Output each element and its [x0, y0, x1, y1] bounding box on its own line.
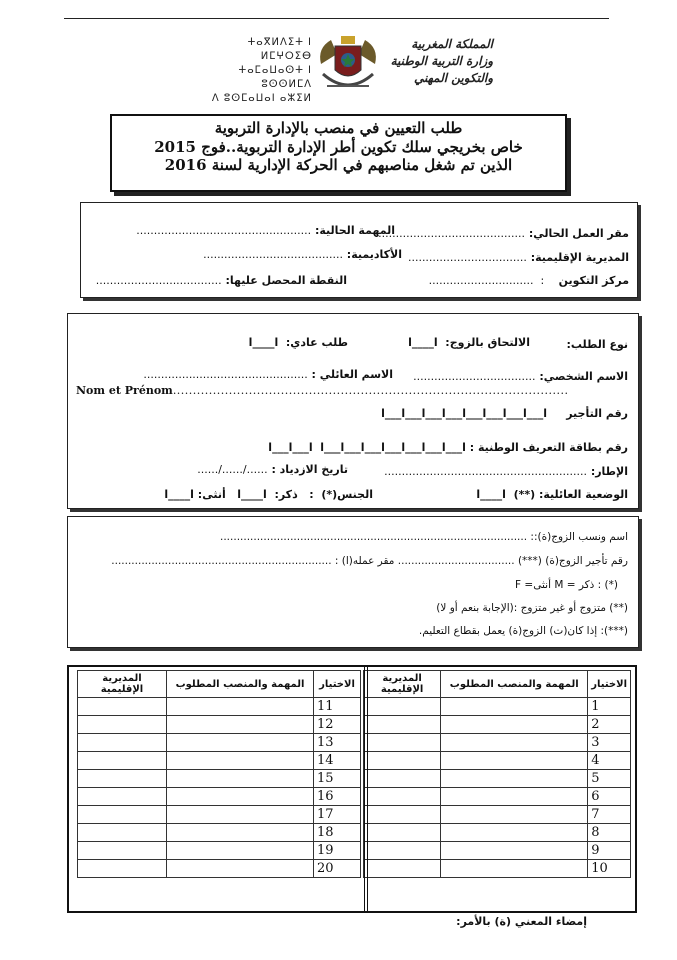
table-row — [364, 770, 631, 788]
choices-table — [67, 665, 637, 913]
ministry-header — [200, 36, 500, 106]
marital-note: (**) متزوج أو غير متزوج :(الإجابة بنعم أو لا) — [436, 602, 628, 614]
choice-number: 14 — [314, 752, 361, 770]
choice-number: 17 — [314, 806, 361, 824]
table-row — [364, 752, 631, 770]
arabic-line: المملكة المغربية — [411, 37, 493, 51]
tifinagh-line: ⵜⴰⴳⵍⴷⵉⵜ ⵏ ⵍⵎⵖⵔⵉⴱ — [247, 37, 312, 62]
family-status-label: الوضعية العائلية: (**) — [513, 488, 628, 501]
title-line-2: خاص بخريجي سلك تكوين أطر الإدارة التربوية..فوج 2015 — [154, 137, 523, 156]
choice-number: 13 — [314, 734, 361, 752]
task-cell[interactable] — [441, 824, 588, 842]
payroll-label: رقم التأجير — [566, 407, 628, 420]
male-checkbox[interactable]: ا____ا — [229, 488, 271, 501]
choices-table-right — [363, 670, 631, 878]
title-line-3: الذين تم شغل مناصبهم في الحركة الإدارية لسنة 2016 — [164, 156, 513, 174]
directorate-cell[interactable] — [364, 842, 441, 860]
work-place-field[interactable]: ........................................... — [374, 227, 525, 240]
task-cell[interactable] — [441, 860, 588, 878]
directorate-cell[interactable] — [78, 698, 167, 716]
directorate-cell[interactable] — [364, 806, 441, 824]
choice-number: 5 — [588, 770, 631, 788]
cin-label: رقم بطاقة التعريف الوطنية : — [469, 441, 628, 454]
task-cell[interactable] — [167, 716, 314, 734]
choice-number: 2 — [588, 716, 631, 734]
spouse-work-place-field[interactable]: .................................................................. — [111, 555, 332, 567]
choice-number: 8 — [588, 824, 631, 842]
family-name-label: الاسم العائلي : — [311, 368, 393, 381]
directorate-cell[interactable] — [78, 734, 167, 752]
spouse-name-field[interactable]: ............................................................................................ — [220, 531, 528, 543]
birthdate-field[interactable]: ....../....../...... — [197, 463, 268, 476]
task-cell[interactable] — [441, 770, 588, 788]
table-row — [364, 842, 631, 860]
grade-label: الإطار: — [590, 465, 628, 478]
table-row — [78, 860, 361, 878]
normal-request-label: طلب عادي: — [285, 336, 348, 349]
choice-number: 3 — [588, 734, 631, 752]
table-row — [78, 752, 361, 770]
first-name-label: الاسم الشخصي: — [539, 370, 628, 383]
gender-note: (*) : ذكر = M أنثى= F — [515, 579, 618, 591]
directorate-cell[interactable] — [364, 788, 441, 806]
task-cell[interactable] — [167, 824, 314, 842]
table-row — [78, 716, 361, 734]
choice-number: 6 — [588, 788, 631, 806]
title-line-1: طلب التعيين في منصب بالإدارة التربوية — [214, 119, 463, 137]
spouse-name-label: اسم ونسب الزوج(ة):: — [530, 531, 628, 543]
arabic-header — [383, 36, 493, 87]
cin-field[interactable]: ا___ا___ا___ا___ا___ا___ا___ا ا___ا___ا — [268, 441, 466, 454]
current-position-section — [80, 202, 638, 298]
female-checkbox[interactable]: ا____ا — [164, 488, 194, 501]
title-box — [110, 114, 567, 192]
gender-label: الجنس(*) — [321, 488, 373, 501]
birthdate-label: تاريخ الازدياد : — [271, 463, 348, 476]
choice-number: 7 — [588, 806, 631, 824]
directorate-cell[interactable] — [78, 806, 167, 824]
signature-label: إمضاء المعني (ة) بالأمر: — [456, 915, 587, 928]
table-row — [364, 734, 631, 752]
table-row — [78, 788, 361, 806]
task-cell[interactable] — [441, 842, 588, 860]
table-row — [364, 824, 631, 842]
tifinagh-line: ⴷ ⵓⵙⵎⴰⵡⴰⵏ ⴰⵣⵉⵍ — [211, 93, 312, 104]
table-row — [78, 842, 361, 860]
current-task-field[interactable]: .................................................. — [136, 224, 312, 237]
tifinagh-header — [200, 36, 312, 106]
directorate-cell[interactable] — [364, 752, 441, 770]
current-task-label: المهمة الحالية: — [314, 224, 395, 237]
directorate-cell[interactable] — [364, 824, 441, 842]
task-cell[interactable] — [441, 716, 588, 734]
choice-number: 12 — [314, 716, 361, 734]
choice-number: 19 — [314, 842, 361, 860]
training-center-label: مركز التكوين — [558, 274, 629, 287]
directorate-cell[interactable] — [78, 788, 167, 806]
directorate-cell[interactable] — [364, 698, 441, 716]
normal-request-checkbox[interactable]: ا____ا — [248, 336, 283, 349]
task-cell[interactable] — [167, 734, 314, 752]
spouse-info-section — [67, 516, 639, 648]
directorate-cell[interactable] — [78, 716, 167, 734]
request-type-label: نوع الطلب: — [566, 338, 628, 351]
directorate-label: المديرية الإقليمية: — [530, 251, 629, 264]
table-row — [78, 806, 361, 824]
choice-number: 1 — [588, 698, 631, 716]
directorate-cell[interactable] — [364, 734, 441, 752]
directorate-cell[interactable] — [364, 770, 441, 788]
task-cell[interactable] — [167, 842, 314, 860]
table-row — [78, 734, 361, 752]
task-cell[interactable] — [167, 752, 314, 770]
table-row — [364, 806, 631, 824]
column-header-choice: الاختيار — [588, 671, 631, 698]
family-status-checkbox[interactable]: ا____ا — [476, 488, 510, 501]
table-row — [364, 860, 631, 878]
spouse-payroll-label: رقم تأجير الزوج(ة) (***) — [517, 555, 628, 567]
academy-label: الأكاديمية: — [346, 248, 402, 261]
choice-number: 20 — [314, 860, 361, 878]
nom-prenom-field[interactable]: ................................................................................................... — [172, 384, 569, 397]
directorate-cell[interactable] — [78, 824, 167, 842]
choice-number: 10 — [588, 860, 631, 878]
tifinagh-line: ⵜⴰⵎⴰⵡⴰⵙⵜ ⵏ ⵓⵙⵙⵍⵎⴷ — [238, 65, 312, 90]
task-cell[interactable] — [167, 698, 314, 716]
table-row — [78, 698, 361, 716]
directorate-cell[interactable] — [364, 860, 441, 878]
choice-number: 4 — [588, 752, 631, 770]
training-center-field[interactable]: : .............................. — [428, 274, 555, 287]
directorate-cell[interactable] — [78, 752, 167, 770]
choice-number: 11 — [314, 698, 361, 716]
task-cell[interactable] — [167, 806, 314, 824]
first-name-field[interactable]: ................................... — [413, 370, 536, 383]
task-cell[interactable] — [441, 806, 588, 824]
choices-table-left — [77, 670, 361, 878]
spouse-join-checkbox[interactable]: ا____ا — [408, 336, 442, 349]
academy-field[interactable]: ........................................ — [203, 248, 343, 261]
spouse-work-place-label: مقر عمله(ا) : — [334, 555, 395, 567]
choice-number: 18 — [314, 824, 361, 842]
task-cell[interactable] — [441, 752, 588, 770]
score-field[interactable]: .................................... — [95, 274, 222, 287]
choice-number: 16 — [314, 788, 361, 806]
table-row — [78, 824, 361, 842]
choice-number: 15 — [314, 770, 361, 788]
directorate-cell[interactable] — [364, 716, 441, 734]
column-header-choice: الاختيار — [314, 671, 361, 698]
directorate-cell[interactable] — [78, 770, 167, 788]
directorate-field[interactable]: .................................. — [407, 251, 527, 264]
column-header-directorate: المديرية الإقليمية — [78, 671, 167, 698]
payroll-field[interactable]: ا___ا___ا___ا___ا___ا___ا___ا___ا — [381, 407, 563, 420]
female-label: أنثى: — [197, 488, 226, 501]
directorate-cell[interactable] — [78, 842, 167, 860]
task-cell[interactable] — [167, 788, 314, 806]
nom-prenom-label: Nom et Prénom — [76, 384, 173, 397]
top-rule — [64, 18, 609, 19]
task-cell[interactable] — [441, 698, 588, 716]
score-label: النقطة المحصل عليها: — [225, 274, 347, 287]
choice-number: 9 — [588, 842, 631, 860]
directorate-cell[interactable] — [78, 860, 167, 878]
column-header-directorate: المديرية الإقليمية — [364, 671, 441, 698]
table-row — [364, 716, 631, 734]
education-sector-note: (***): إذا كان(ت) الزوج(ة) يعمل بقطاع التعليم. — [418, 625, 628, 637]
task-cell[interactable] — [441, 734, 588, 752]
family-name-field[interactable]: ............................................... — [143, 368, 308, 381]
coat-of-arms-emblem-icon — [317, 34, 379, 98]
arabic-line: وزارة التربية الوطنية — [390, 54, 493, 68]
task-cell[interactable] — [167, 860, 314, 878]
work-place-label: مقر العمل الحالي: — [528, 227, 629, 240]
male-label: ذكر: — [274, 488, 298, 501]
grade-field[interactable]: .......................................................... — [384, 465, 587, 478]
spouse-payroll-field[interactable]: ................................... — [397, 555, 515, 567]
table-row — [78, 770, 361, 788]
table-row — [364, 788, 631, 806]
arabic-line: والتكوين المهني — [414, 71, 493, 85]
table-row — [364, 698, 631, 716]
column-header-task: المهمة والمنصب المطلوب — [441, 671, 588, 698]
personal-info-section: نوع الطلب: الالتحاق بالزوج: ا____ا طلب عادي: ا____ا الاسم الشخصي: ................................... الاسم العائلي : ............................................... Nom et Prénom................................................................................................... رقم التأجير ا___ا___ا___ا___ا___ا___ا___ا___ا رقم بطاقة التعريف الوطنية : ا___ا___ا___ا___ا___ا___ا___ا ا___ا___ا الإطار: .......................................................... تاريخ الازدياد : ....../....../...... الوضعية العائلية: (**) ا____ا الجنس(*) : ذكر: ا____ا أنثى: ا____ا — [67, 313, 639, 509]
task-cell[interactable] — [167, 770, 314, 788]
spouse-join-label: الالتحاق بالزوج: — [445, 336, 530, 349]
task-cell[interactable] — [441, 788, 588, 806]
table-divider — [364, 667, 368, 911]
column-header-task: المهمة والمنصب المطلوب — [167, 671, 314, 698]
